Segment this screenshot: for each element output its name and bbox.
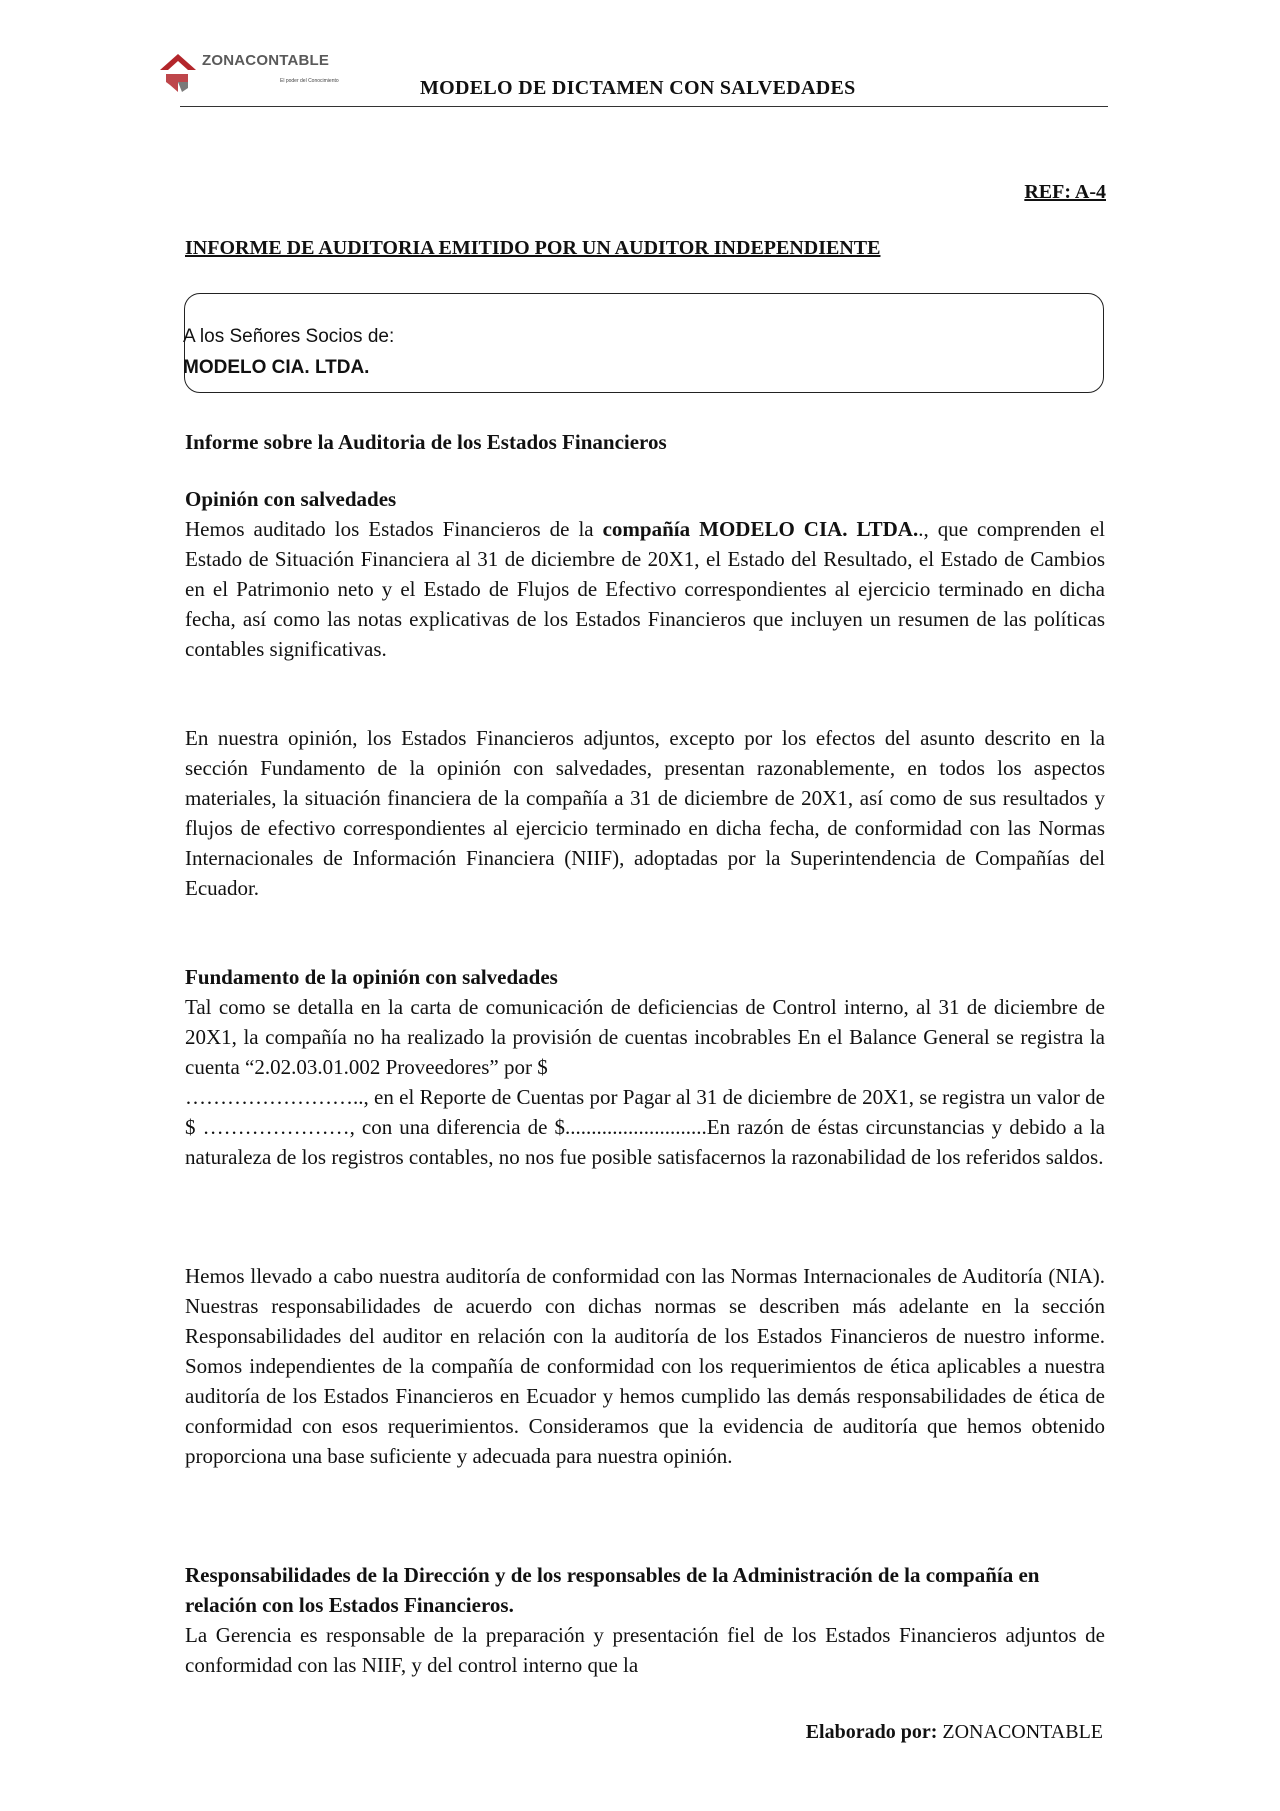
logo-name: ZONACONTABLE <box>202 52 330 69</box>
opinion-p1-start: Hemos auditado los Estados Financieros de la <box>185 517 603 541</box>
basis-paragraph-1a: Tal como se detalla en la carta de comunicación de deficiencias de Control interno, al 31 de diciembre de 20X1, la compañía no ha realizado la provisión de cuentas incobrables En el Balance General se registra la cuenta “2.02.03.01.002 Proveedores” por $ <box>185 995 1105 1079</box>
section-heading-opinion: Opinión con salvedades <box>185 487 397 511</box>
header-title: MODELO DE DICTAMEN CON SALVEDADES <box>420 77 856 99</box>
addressee-company: MODELO CIA. LTDA. <box>183 357 370 378</box>
section-heading-report: Informe sobre la Auditoria de los Estados Financieros <box>185 430 667 454</box>
opinion-paragraph-2: En nuestra opinión, los Estados Financieros adjuntos, excepto por los efectos del asunto descrito en la sección Fundamento de la opinión con salvedades, presentan razonablemente, en todos los aspectos materiales, la situación financiera de la compañía a 31 de diciembre de 20X1, así como de sus resultados y flujos de efectivo correspondientes al ejercicio terminado en dicha fecha, de conformidad con las Normas Internacionales de Información Financiera (NIIF), adoptadas por la Superintendencia de Compañías del Ecuador. <box>185 726 1105 900</box>
opinion-p1-rest: ., que comprenden el Estado de Situación Financiera al 31 de diciembre de 20X1, el Estado del Resultado, el Estado de Cambios en el Patrimonio neto y el Estado de Flujos de Efectivo correspondientes al ejercicio terminado en dicha fecha, así como las notas explicativas de los Estados Financieros que incluyen un resumen de las políticas contables significativas. <box>185 517 1105 661</box>
logo-mark-icon <box>158 52 202 94</box>
report-title: INFORME DE AUDITORIA EMITIDO POR UN AUDITOR INDEPENDIENTE <box>185 237 881 259</box>
logo-tagline: El poder del Conocimiento <box>280 78 339 84</box>
responsibilities-paragraph-1: La Gerencia es responsable de la preparación y presentación fiel de los Estados Financieros adjuntos de conformidad con las NIIF, y del control interno que la <box>185 1623 1105 1677</box>
footer <box>806 1721 1103 1744</box>
logo <box>158 52 358 94</box>
basis-paragraph-2: Hemos llevado a cabo nuestra auditoría de conformidad con las Normas Internacionales de Auditoría (NIA). Nuestras responsabilidades de acuerdo con dichas normas se describen más adelante en la sección Responsabilidades del auditor en relación con la auditoría de los Estados Financieros de nuestro informe. Somos independientes de la compañía de conformidad con los requerimientos de ética aplicables a nuestra auditoría de los Estados Financieros en Ecuador y hemos cumplido las demás responsabilidades de ética de conformidad con esos requerimientos. Consideramos que la evidencia de auditoría que hemos obtenido proporciona una base suficiente y adecuada para nuestra opinión. <box>185 1264 1105 1468</box>
header-divider <box>180 106 1108 107</box>
footer-value: ZONACONTABLE <box>942 1721 1103 1743</box>
opinion-paragraph-1 <box>185 514 1105 664</box>
reference-code: REF: A-4 <box>1024 181 1106 203</box>
addressee-line: A los Señores Socios de: <box>183 326 395 347</box>
opinion-p1-company: compañía MODELO CIA. LTDA. <box>602 517 919 541</box>
section-heading-basis: Fundamento de la opinión con salvedades <box>185 965 558 989</box>
footer-label: Elaborado por: <box>805 1721 938 1743</box>
section-heading-responsibilities: Responsabilidades de la Dirección y de los responsables de la Administración de la compañía en relación con los Estados Financieros. <box>185 1563 1040 1617</box>
basis-paragraph-1b: …………………….., en el Reporte de Cuentas por Pagar al 31 de diciembre de 20X1, se registra un valor de $ …………………, con una diferencia de $...........................En razón de éstas circunstancias y debido a la naturaleza de los registros contables, no nos fue posible satisfacernos la razonabilidad de los referidos saldos. <box>185 1085 1105 1169</box>
